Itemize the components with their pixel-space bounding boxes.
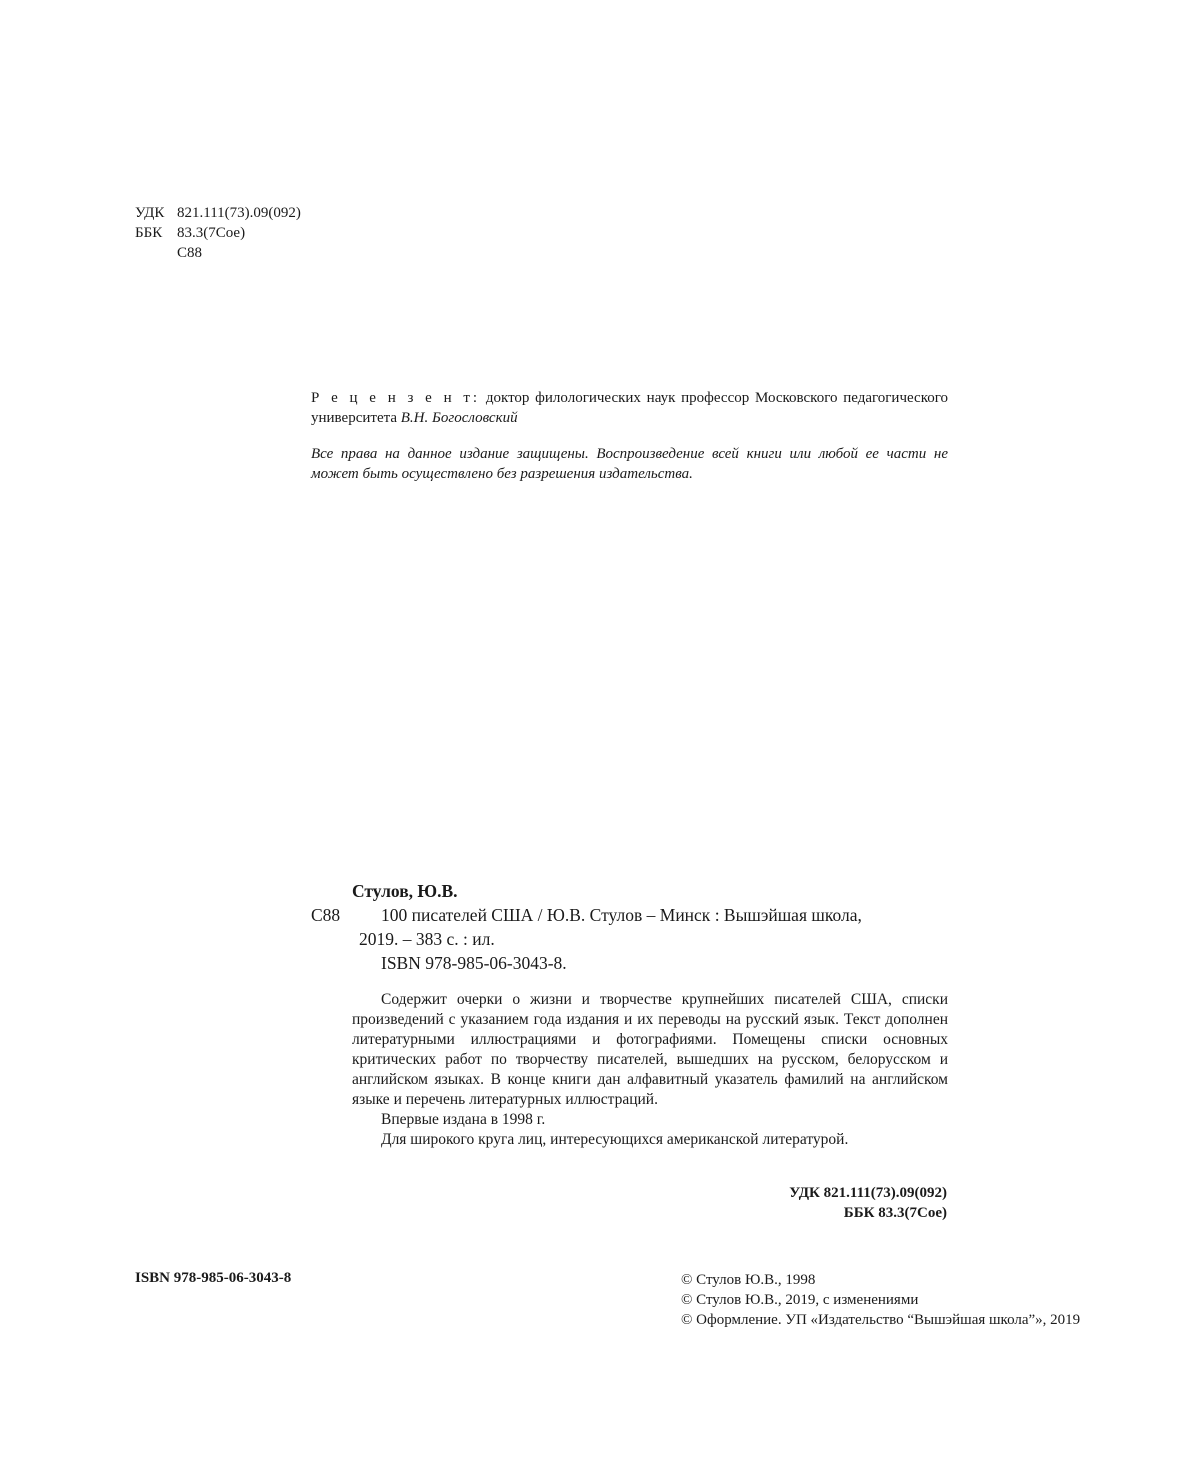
bbk-value: 83.3(7Сое) [177,225,246,241]
copyright-line: © Стулов Ю.В., 2019, с изменениями [681,1292,919,1308]
catalog-card [311,879,948,975]
copyright-line: © Оформление. УП «Издательство “Вышэйшая школа”», 2019 [681,1312,1081,1328]
reviewer-name: В.Н. Богословский [400,410,518,426]
bbk-label: ББК [135,225,163,241]
card-mark: С88 [311,905,341,925]
reviewer-text: доктор филологических наук профессор Московского педагогического университета [311,390,949,426]
annotation-summary: Содержит очерки о жизни и творчестве крупнейших писателей США, списки произведений с указанием года издания и их переводы на русский язык. Текст дополнен литературными иллюстрациями и фотографиями. Помещены списки основных критических работ по творчеству писателей, вышедших на русском, белорусском и английском языках. В конце книги дан алфавитный указатель фамилий на английском языке и перечень литературных иллюстраций. [352,991,948,1108]
reviewer-label: Р е ц е н з е н т: [311,390,481,406]
udk-row [135,203,301,223]
reviewer-note [311,388,948,428]
classification-codes [600,1183,947,1223]
annotation [352,990,948,1150]
bbk-row [135,223,301,243]
author-mark: С88 [177,245,203,261]
author-mark-row [135,243,301,263]
card-isbn: ISBN 978-985-06-3043-8. [381,953,567,973]
copyright-line: © Стулов Ю.В., 1998 [681,1272,816,1288]
isbn-bottom: ISBN 978-985-06-3043-8 [135,1270,292,1286]
card-author: Стулов, Ю.В. [352,881,458,901]
rights-notice: Все права на данное издание защищены. Воспроизведение всей книги или любой ее части не может быть осуществлено без разрешения издательства. [311,446,948,482]
card-title-row [311,903,948,927]
annotation-first-edition: Впервые издана в 1998 г. [381,1111,546,1128]
card-title: 100 писателей США / Ю.В. Стулов – Минск : Вышэйшая школа, [381,905,862,925]
udk-value: 821.111(73).09(092) [177,205,301,221]
classification-block [135,203,301,263]
bbk-code: ББК 83.3(7Сое) [843,1205,947,1221]
annotation-audience: Для широкого круга лиц, интересующихся американской литературой. [381,1131,849,1148]
copyright-block [681,1270,1080,1330]
card-continuation: 2019. – 383 с. : ил. [359,929,495,949]
udk-label: УДК [135,205,165,221]
udk-code: УДК 821.111(73).09(092) [789,1185,947,1201]
